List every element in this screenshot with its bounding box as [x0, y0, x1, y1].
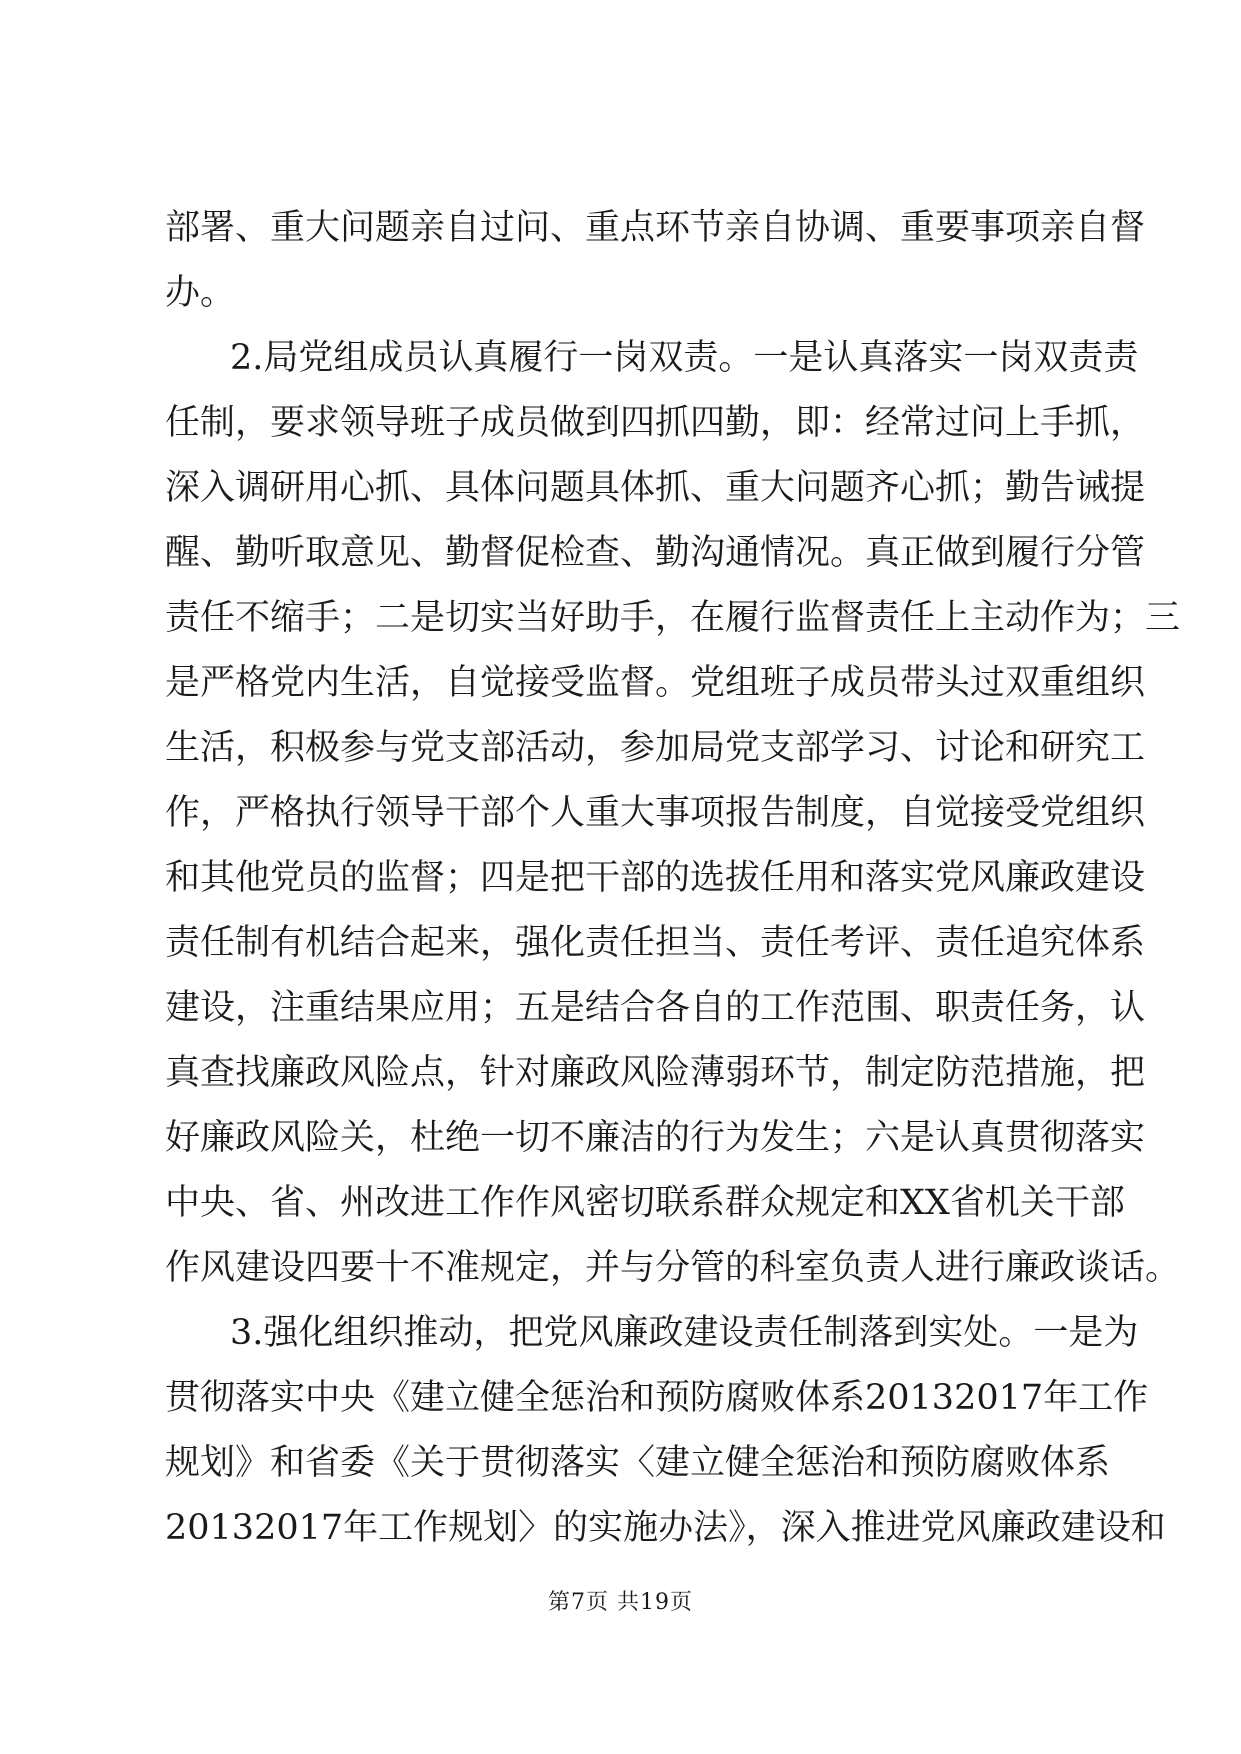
text-line: 和其他党员的监督；四是把干部的选拔任用和落实党风廉政建设	[165, 858, 1146, 898]
text-line: 部署、重大问题亲自过问、重点环节亲自协调、重要事项亲自督	[165, 208, 1146, 248]
text-line: 是严格党内生活，自觉接受监督。党组班子成员带头过双重组织	[165, 663, 1146, 703]
text-line: 建设，注重结果应用；五是结合各自的工作范围、职责任务，认	[165, 988, 1146, 1028]
paragraph-start-line: 2.局党组成员认真履行一岗双责。一是认真落实一岗双责责	[230, 338, 1139, 378]
paragraph-start-line: 3.强化组织推动，把党风廉政建设责任制落到实处。一是为	[230, 1313, 1139, 1353]
text-line: 任制，要求领导班子成员做到四抓四勤，即：经常过问上手抓，	[165, 403, 1146, 443]
text-line: 中央、省、州改进工作作风密切联系群众规定和XX省机关干部	[165, 1183, 1125, 1223]
text-line: 贯彻落实中央《建立健全惩治和预防腐败体系20132017年工作	[165, 1378, 1149, 1418]
text-line: 办。	[165, 273, 236, 313]
text-line: 责任制有机结合起来，强化责任担当、责任考评、责任追究体系	[165, 923, 1146, 963]
text-line: 醒、勤听取意见、勤督促检查、勤沟通情况。真正做到履行分管	[165, 533, 1146, 573]
text-line: 20132017年工作规划〉的实施办法》，深入推进党风廉政建设和	[165, 1508, 1166, 1548]
text-line: 作风建设四要十不准规定，并与分管的科室负责人进行廉政谈话。	[165, 1248, 1181, 1288]
text-line: 生活，积极参与党支部活动，参加局党支部学习、讨论和研究工	[165, 728, 1146, 768]
text-line: 深入调研用心抓、具体问题具体抓、重大问题齐心抓；勤告诫提	[165, 468, 1146, 508]
text-line: 规划》和省委《关于贯彻落实〈建立健全惩治和预防腐败体系	[165, 1443, 1111, 1483]
text-line: 真查找廉政风险点，针对廉政风险薄弱环节，制定防范措施，把	[165, 1053, 1146, 1093]
text-line: 作，严格执行领导干部个人重大事项报告制度，自觉接受党组织	[165, 793, 1146, 833]
text-line: 好廉政风险关，杜绝一切不廉洁的行为发生；六是认真贯彻落实	[165, 1118, 1146, 1158]
page-number-footer: 第7页 共19页	[548, 1590, 693, 1615]
text-line: 责任不缩手；二是切实当好助手，在履行监督责任上主动作为；三	[165, 598, 1181, 638]
